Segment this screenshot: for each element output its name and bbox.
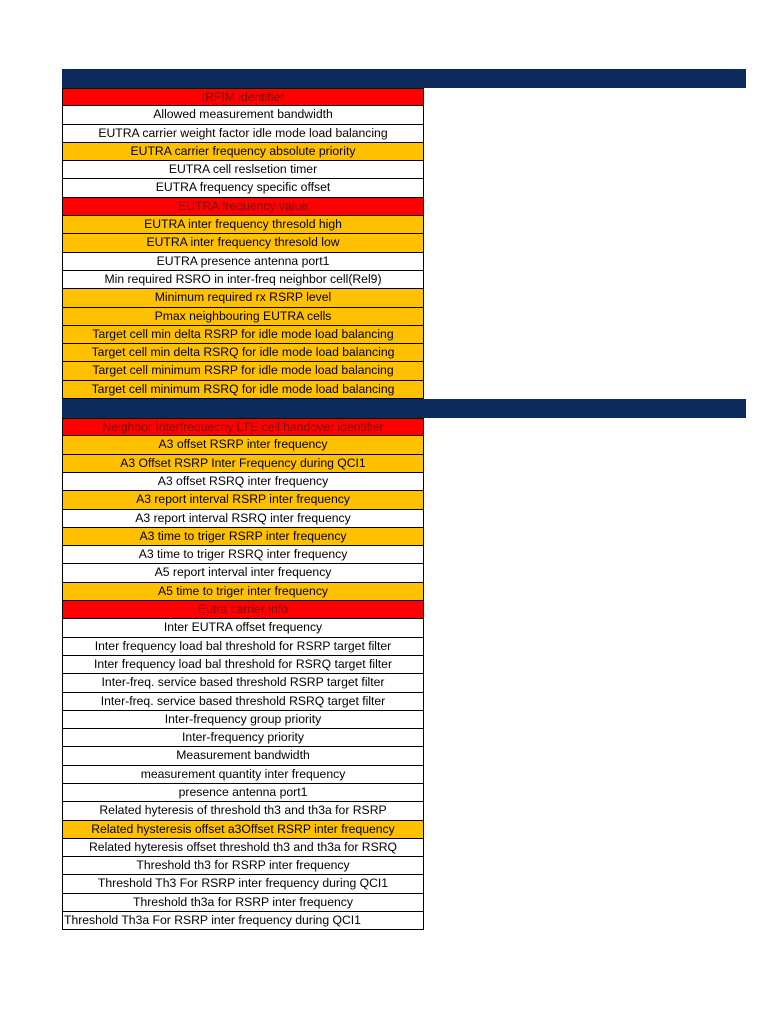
- table-cell[interactable]: Eutra carrier info: [62, 601, 424, 619]
- table-cell[interactable]: EUTRA inter frequency thresold low: [62, 234, 424, 252]
- table-row: [62, 674, 746, 692]
- table-row: [62, 638, 746, 656]
- table-row: [62, 875, 746, 893]
- table-cell[interactable]: A3 Offset RSRP Inter Frequency during QCI1: [62, 455, 424, 473]
- table-row: [62, 161, 746, 179]
- table-cell[interactable]: EUTRA frequency value: [62, 198, 424, 216]
- table-cell[interactable]: Minimum required rx RSRP level: [62, 289, 424, 307]
- table-row: [62, 747, 746, 765]
- table-cell[interactable]: A5 report interval inter frequency: [62, 564, 424, 582]
- table-cell[interactable]: EUTRA carrier weight factor idle mode load balancing: [62, 125, 424, 143]
- table-cell[interactable]: Target cell min delta RSRP for idle mode load balancing: [62, 326, 424, 344]
- table-row: [62, 253, 746, 271]
- table-row: [62, 546, 746, 564]
- table-row: [62, 381, 746, 399]
- table-cell[interactable]: A5 time to triger inter frequency: [62, 583, 424, 601]
- table-row: [62, 198, 746, 216]
- table-cell[interactable]: Threshold th3 for RSRP inter frequency: [62, 857, 424, 875]
- table-row: [62, 528, 746, 546]
- table-row: [62, 455, 746, 473]
- table-cell[interactable]: Threshold th3a for RSRP inter frequency: [62, 894, 424, 912]
- table-cell[interactable]: Related hyteresis offset threshold th3 and th3a for RSRQ: [62, 839, 424, 857]
- table-cell[interactable]: Threshold Th3a For RSRP inter frequency during QCI1: [62, 912, 424, 930]
- spreadsheet: [62, 69, 746, 930]
- table-cell[interactable]: Inter-frequency group priority: [62, 711, 424, 729]
- table-row: [62, 308, 746, 326]
- table-row: [62, 326, 746, 344]
- table-cell[interactable]: A3 report interval RSRQ inter frequency: [62, 510, 424, 528]
- table-row: [62, 711, 746, 729]
- section-1-header-band: [62, 69, 746, 88]
- table-row: [62, 179, 746, 197]
- section-2-rows: [62, 418, 746, 930]
- table-cell[interactable]: Inter frequency load bal threshold for RSRP target filter: [62, 638, 424, 656]
- table-row: [62, 656, 746, 674]
- table-cell[interactable]: EUTRA presence antenna port1: [62, 253, 424, 271]
- table-cell[interactable]: Related hysteresis offset a3Offset RSRP inter frequency: [62, 821, 424, 839]
- table-cell[interactable]: Inter EUTRA offset frequency: [62, 619, 424, 637]
- table-row: [62, 289, 746, 307]
- table-row: [62, 912, 746, 930]
- table-cell[interactable]: EUTRA frequency specific offset: [62, 179, 424, 197]
- table-cell[interactable]: A3 offset RSRQ inter frequency: [62, 473, 424, 491]
- table-row: [62, 143, 746, 161]
- table-cell[interactable]: Inter-freq. service based threshold RSRQ target filter: [62, 693, 424, 711]
- table-row: [62, 473, 746, 491]
- table-row: [62, 729, 746, 747]
- table-cell[interactable]: Measurement bandwidth: [62, 747, 424, 765]
- table-cell[interactable]: Inter-freq. service based threshold RSRP target filter: [62, 674, 424, 692]
- table-row: [62, 234, 746, 252]
- table-cell[interactable]: EUTRA carrier frequency absolute priority: [62, 143, 424, 161]
- table-row: [62, 88, 746, 106]
- table-row: [62, 491, 746, 509]
- section-1-rows: [62, 88, 746, 399]
- table-row: [62, 894, 746, 912]
- table-row: [62, 601, 746, 619]
- table-row: [62, 766, 746, 784]
- table-row: [62, 857, 746, 875]
- table-cell[interactable]: Allowed measurement bandwidth: [62, 106, 424, 124]
- table-row: [62, 106, 746, 124]
- table-row: [62, 271, 746, 289]
- table-row: [62, 583, 746, 601]
- table-row: [62, 510, 746, 528]
- table-cell[interactable]: Inter-frequency priority: [62, 729, 424, 747]
- table-row: [62, 216, 746, 234]
- table-cell[interactable]: Min required RSRO in inter-freq neighbor cell(Rel9): [62, 271, 424, 289]
- table-cell[interactable]: A3 time to triger RSRP inter frequency: [62, 528, 424, 546]
- table-row: [62, 418, 746, 436]
- table-cell[interactable]: A3 report interval RSRP inter frequency: [62, 491, 424, 509]
- table-cell[interactable]: measurement quantity inter frequency: [62, 766, 424, 784]
- table-cell[interactable]: presence antenna port1: [62, 784, 424, 802]
- table-row: [62, 564, 746, 582]
- table-cell[interactable]: EUTRA cell reslsetion timer: [62, 161, 424, 179]
- table-cell[interactable]: Pmax neighbouring EUTRA cells: [62, 308, 424, 326]
- table-row: [62, 802, 746, 820]
- table-cell[interactable]: A3 time to triger RSRQ inter frequency: [62, 546, 424, 564]
- section-2-header-band: [62, 399, 746, 418]
- table-cell[interactable]: IRFIM identifier: [62, 88, 424, 106]
- table-row: [62, 619, 746, 637]
- table-row: [62, 436, 746, 454]
- table-row: [62, 693, 746, 711]
- table-cell[interactable]: Inter frequency load bal threshold for RSRQ target filter: [62, 656, 424, 674]
- table-row: [62, 784, 746, 802]
- table-row: [62, 362, 746, 380]
- table-cell[interactable]: Related hyteresis of threshold th3 and th3a for RSRP: [62, 802, 424, 820]
- table-cell[interactable]: EUTRA inter frequency thresold high: [62, 216, 424, 234]
- table-cell[interactable]: Target cell minimum RSRQ for idle mode load balancing: [62, 381, 424, 399]
- table-cell[interactable]: Target cell min delta RSRQ for idle mode load balancing: [62, 344, 424, 362]
- table-cell[interactable]: A3 offset RSRP inter frequency: [62, 436, 424, 454]
- table-cell[interactable]: Threshold Th3 For RSRP inter frequency during QCI1: [62, 875, 424, 893]
- table-row: [62, 821, 746, 839]
- table-row: [62, 125, 746, 143]
- table-row: [62, 839, 746, 857]
- table-row: [62, 344, 746, 362]
- table-cell[interactable]: Neighbor Interfrequecny LTE cell handover identifier: [62, 418, 424, 436]
- table-cell[interactable]: Target cell minimum RSRP for idle mode load balancing: [62, 362, 424, 380]
